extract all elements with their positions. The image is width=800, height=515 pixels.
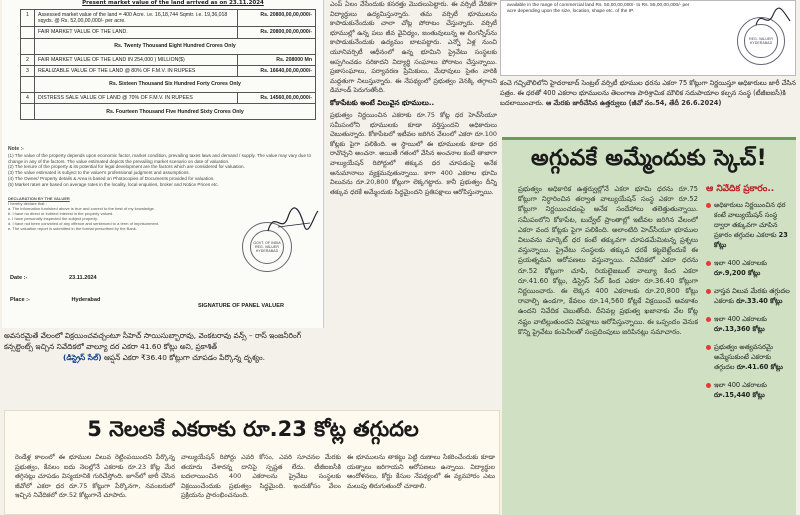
sketch-story-box — [502, 137, 796, 515]
row-description: DISTRESS SALE VALUE OF LAND @ 70% OF F.M.V. IN RUPEES — [35, 93, 238, 104]
row-number — [21, 104, 35, 120]
declaration-item: d. I have not been convicted of any offence and sentenced to a term of imprisonment. — [8, 221, 160, 226]
caption-highlight: (డిస్ట్రెస్‌ సేల్‌) — [63, 353, 102, 362]
point-value: రూ.33.40 కోట్లు — [736, 297, 783, 305]
order-caption — [500, 78, 796, 130]
story-paragraph: రెండేళ్ల కాలంలో ఈ భూముల విలువ రెట్టింపయిందని పేర్కొన్న ప్రభుత్వం, కేవలం ఐదు నెలల్లోనే ఎకరాకు రూ.23 కోట్ల మేర తగ్గినట్లు చూపడం విస్మయానికి గురిచేస్తోంది. జూన్‌లో జారీ చేసిన జీవోలో ఎకరా ధర రూ.75 కోట్లుగా పేర్కొనగా, నవంబరులో ఇచ్చిన నివేదికలో రూ.52 కోట్లుగానే చూపారు. — [15, 453, 175, 500]
official-signature — [753, 7, 793, 31]
note-item: (3) The value estimated is subject to the valuer's professional judgment and assumptions. — [8, 170, 190, 176]
row-number: 2 — [21, 54, 35, 65]
reduction-story-box — [4, 410, 500, 515]
valuation-document — [2, 0, 324, 328]
place-line — [10, 297, 100, 303]
article-paragraph: ప్రభుత్వం నిర్ణయించిన ఎకరాకు రూ.75 కోట్ల ధర హెచ్‌సీయూ సమీపంలోని భూములకు కూడా వర్తిస్తుందని అధికారులు చెబుతున్నారు. కోకాపేటలో ఇటీవల జరిగిన వేలంలో ఎకరా రూ.100 కోట్లకు పైగా పలికింది. ఆ స్థాయిలో ఈ భూములకు కూడా ధర రావొచ్చని అంచనా. అయితే గతంలో వేసిన అంచనాల కంటే తాజాగా వాల్యుయేషన్‌ రిపోర్టులో తక్కువ ధర చూపడంపై అనేక అనుమానాలు వ్యక్తమవుతున్నాయి. కాగా 400 ఎకరాల భూమి విలువను రూ.20,800 కోట్లుగా లెక్కగట్టారు. కానీ ప్రభుత్వం దీన్ని తక్కువ ధరకే అమ్మేందుకు సిద్ధమైందని ప్రతిపక్షాలు ఆరోపిస్తున్నాయి. — [330, 110, 497, 196]
amount-in-words: Rs. Sixteen Thousand Six Hundred Forty Crores Only — [35, 77, 316, 93]
valuation-row — [21, 77, 316, 93]
point-text: ఇలా 400 ఎకరాలకు — [714, 315, 767, 323]
point-value: రూ.9,200 కోట్లు — [714, 269, 761, 277]
row-value: Rs. 14560,00,00,000/- — [238, 93, 316, 104]
report-points-sidebar — [706, 184, 792, 515]
note-item: (5) Market rates are based on average rates in the locality, local enquiries, broker and Notice Prices etc. — [8, 181, 219, 187]
row-number — [21, 77, 35, 93]
declaration-item: c. I have personally inspected the subject property. — [8, 216, 98, 221]
article-paragraph: ఎంప్‌ ఏలం వేసేందుకు కసరత్తు మొదలుపెట్టారు. ఈ వర్సిటీ వేదికగా విద్యార్థులు ఉద్యమిస్తున్నారు. తమ వర్సిటీ భూములను కాపాడుకునేందుకు చాలా చోట్ల పోరాటం చేస్తున్నారు. వర్సిటీ భూముల్లో ఉన్న పలు జీవ వైవిధ్యం, జంతువులున్న ఆ లింగన్నీస్‌ను కాపాడుకునేందుకు ఉద్యమం బాటపట్టారు. ఎన్నో ఏళ్ల నుంచి యూనివర్సిటీ ఆధీనంలో ఉన్న భూమిని ప్రైవేటు సంస్థలకు అప్పగించడం సరికాదని విద్యార్థి సంఘాలు పోరాటం చేస్తున్నాయి. ప్రజాసంఘాలు, పర్యావరణ ప్రేమికులు, మేధావులు సైతం వారికి మద్దతుగా నిలుస్తున్నారు. ఈ నేపథ్యంలో ప్రభుత్వం వెనక్కి తగ్గాలని డిమాండ్‌ పెరుగుతోంది. — [330, 0, 497, 95]
sidebar-heading: ఆ నివేదిక ప్రకారం.. — [706, 184, 775, 194]
report-point — [706, 342, 792, 372]
point-value: 23 కోట్లు — [714, 231, 788, 249]
caption-line-3: ఆప్షన్‌ ఎకరా ₹36.40 కోట్లుగా చూపడం పేర్కొన్న దృశ్యం. — [103, 353, 265, 362]
story-column-1 — [15, 453, 175, 515]
row-description: FAIR MARKET VALUE OF THE LAND IN 254,000 ) MILLION($) — [35, 54, 238, 65]
seal-line: REG. VALUER — [255, 244, 279, 249]
signature-label: SIGNATURE OF PANEL VALUER — [198, 303, 284, 309]
report-point — [706, 200, 792, 250]
seal-line: HYDERABAD — [749, 40, 773, 45]
story-paragraph: ప్రభుత్వం అధికారిక ఉత్తర్వుల్లోనే ఎకరా భూమి ధరను రూ.75 కోట్లుగా నిర్ధారించిన తర్వాత వాల్యుయేషన్‌ సంస్థ ఎకరా రూ.52 కోట్లుగా నిర్ణయించడంపై అనేక సందేహాలు తలెత్తుతున్నాయి. సమీపంలోని కోకాపేట, బుద్వేల్‌ ప్రాంతాల్లో ఇటీవల జరిగిన వేలంలో ఎకరా వంద కోట్లకు పైగా పలికింది. అలాంటిది హెచ్‌సీయూ భూముల విలువను మార్కెట్‌ ధర కంటే తక్కువగా చూపడమేమిటన్న ప్రశ్నలు వస్తున్నాయి. ప్రైవేటు సంస్థలకు తక్కువ ధరకే కట్టబెట్టేందుకే ఈ ప్రయత్నమని ఆరోపణలు వస్తున్నాయి. నివేదికలో ఎకరా ధరను రూ.52 కోట్లుగా చూపి, రియలైజబుల్‌ వాల్యూ కింద ఎకరా రూ.41.60 కోట్లు, డిస్ట్రెస్‌ సేల్‌ కింద ఎకరా రూ.36.40 కోట్లుగా నిర్ణయించారు. ఈ లెక్కన 400 ఎకరాలకు రూ.20,800 కోట్లు రావాల్సి ఉండగా, కేవలం రూ.14,560 కోట్లకే విక్రయించే అవకాశం ఉందని నివేదిక చెబుతోంది. దీనివల్ల ప్రభుత్వ ఖజానాకు వేల కోట్ల నష్టం వాటిల్లుతుందని విపక్షాలు ఆరోపిస్తున్నాయి. ఈ ఒప్పందం వెనుక కొన్ని ప్రైవేటు కంపెనీలతో సంప్రదింపులు జరిపినట్లు సమాచారం. — [518, 185, 698, 336]
place-label: Place :- — [10, 297, 30, 303]
row-description: Assessed market value of the land = 400 Acre. i.e. 16,18,744 Sqmtr. i.e. 19,36,018 sqyds. @ Rs. 52,00,00,000/- per acre. — [35, 10, 238, 27]
declaration-item: b. I have no direct or indirect interest in the property valued. — [8, 211, 114, 216]
place-value: Hyderabad — [71, 297, 101, 303]
middle-article-column — [330, 0, 497, 360]
valuation-header: Present market value of the land arrived as on 23.11.2024 — [82, 0, 264, 6]
point-text: ఇలా 400 ఎకరాలకు — [714, 259, 767, 267]
point-value: రూ.15,440 కోట్లు — [714, 391, 765, 399]
valuation-row — [21, 10, 316, 27]
declaration-title: DECLARATION BY THE VALUER — [8, 196, 70, 201]
valuation-row — [21, 93, 316, 104]
point-text: ప్రభుత్వం అత్యవసరమై అమ్మేసుకుంటే ఎకరాకు తగ్గుదల — [714, 343, 773, 371]
document-caption — [4, 330, 324, 370]
point-value: రూ.41.60 కోట్లు — [736, 363, 783, 371]
point-value: రూ.13,360 కోట్లు — [714, 325, 765, 333]
note-label: Note :- — [8, 146, 24, 152]
story-column-3 — [347, 453, 495, 515]
report-point — [706, 314, 792, 334]
story-paragraph: ఈ భూములను తాకట్టు పెట్టి రుణాలు సేకరించేందుకు కూడా యత్నాలు జరిగాయని ఆరోపణలు ఉన్నాయి. విద్యార్థుల ఆందోళనలు, కోర్టు కేసుల నేపథ్యంలో ఈ వ్యవహారం ఎటు మలుపు తిరుగుతుందో చూడాలి. — [347, 453, 495, 490]
seal-line: HYDERABAD — [255, 249, 279, 254]
article-subheading: కోకాపేటకు అంటే విలువైన భూములు.. — [330, 98, 435, 107]
order-caption-text: కంచె గచ్చిబౌలిలోని హైదరాబాద్‌ సెంట్రల్‌ వర్సిటీ భూముల ధరను ఎకరా 75 కోట్లుగా నిర్ణయిస్తూ అధికారులు జారీ చేసిన పత్రం. ఈ ధరతో 400 ఎకరాల భూములను తెలంగాణ పారిశ్రామిక మౌలిక సదుపాయాల కల్పన సంస్థ (టీజీఐఐసీ)కి బదలాయించారు. — [500, 79, 796, 107]
declaration-item: a. The information furnished above is true and correct to the best of my knowledge. — [8, 206, 155, 211]
note-item: (2) The tenure of the property & its potential for legal development are the factors which are considered for valuation. — [8, 164, 245, 170]
valuation-row — [21, 27, 316, 38]
valuation-row — [21, 54, 316, 65]
row-number: 4 — [21, 93, 35, 104]
order-snippet: available in the range of commercial land Rs. 50,00,00,000/- to Rs. 55,00,00,000/- per acre depending upon the size, location, shape etc. of the IP. — [507, 3, 690, 14]
declaration-item: e. The valuation report is submitted in the format prescribed by the Bank. — [8, 226, 137, 231]
point-text: ఇలా 400 ఎకరాలకు — [714, 381, 767, 389]
caption-line-2: వాల్యూ దర ఎకరా 41.60 కోట్లు అని, ప్రకాశిత్‌ — [86, 342, 218, 351]
valuation-notes — [8, 146, 318, 188]
points-list — [706, 200, 792, 400]
declaration-list — [8, 201, 228, 231]
amount-in-words: Rs. Fourteen Thousand Five Hundred Sixty Crores Only — [35, 104, 316, 120]
date-label: Date :- — [10, 275, 28, 281]
row-number — [21, 38, 35, 54]
valuation-row — [21, 38, 316, 54]
report-point — [706, 258, 792, 278]
valuer-signature — [264, 205, 320, 239]
row-number: 1 — [21, 10, 35, 27]
row-description: REALIZABLE VALUE OF THE LAND @ 80% OF F.M.V. IN RUPEES — [35, 65, 238, 76]
notes-list — [8, 153, 318, 188]
valuation-row — [21, 65, 316, 76]
seal-line: GOVT. OF INDIA — [253, 240, 281, 245]
valuation-table — [20, 9, 316, 120]
report-point — [706, 380, 792, 400]
row-description: FAIR MARKET VALUE OF THE LAND. — [35, 27, 238, 38]
sketch-story-body — [518, 184, 698, 515]
amount-in-words: Rs. Twenty Thousand Eight Hundred Crores Only — [35, 38, 316, 54]
row-value: Rs. 20800,00,00,000/- — [238, 27, 316, 38]
row-value: Rs. 16640,00,00,000/- — [238, 65, 316, 76]
order-document-image — [500, 0, 796, 76]
row-number: 3 — [21, 65, 35, 76]
point-text: అధికారులు నిర్ణయించిన ధర కంటే వాల్యుయేషన్‌ సంస్థ ద్వారా తక్కువగా చూపిన ప్రకారం తగ్గుదల ఎకరాకు — [714, 201, 786, 239]
gazette-reference: ఆ మేరకు జారీచేసిన ఉత్తర్వులు (జీవో నం.54, తేదీ 26.6.2024) — [546, 99, 722, 107]
row-value: Rs. 20800,00,00,000/- — [238, 10, 316, 27]
valuation-row — [21, 104, 316, 120]
note-item: (4) The Owner/ Property details & Area is based on Photocopies of Documents provided for valuation. — [8, 175, 215, 181]
seal-line: REG. VALUER — [749, 36, 773, 41]
story-paragraph: వాల్యుయేషన్‌ రిపోర్టు ఎవరి కోసం, ఎవరి సూచనల మేరకు తయారు చేశారన్న దానిపై స్పష్టత లేదు. టీజీఐఐసీకి బదలాయించిన 400 ఎకరాలను ప్రైవేటు సంస్థలకు విక్రయించేందుకు ప్రభుత్వం సిద్ధమైంది. ఇందుకోసం వేలం ప్రక్రియను ప్రారంభించనుంది. — [181, 453, 341, 500]
date-value: 23.11.2024 — [68, 275, 97, 281]
date-line — [10, 275, 97, 281]
story-column-2 — [181, 453, 341, 515]
reduction-story-title: 5 నెలలకే ఎకరాకు రూ.23 కోట్ల తగ్గుదల — [87, 417, 419, 441]
row-number — [21, 27, 35, 38]
caption-line-1: అవసరమైతే వేలంలో విక్రయించవచ్చంటూ సీహెచ్‌ సాయిసుబ్బారావు, వెంకటరావు వన్స్‌ – రాస్‌ ఇంజనీరింగ్‌ కన్సల్టెంట్స్‌ ఇచ్చిన నివేదికలో — [4, 331, 302, 351]
report-point — [706, 286, 792, 306]
sketch-story-title: అగ్గువకే అమ్మేందుకు స్కెచ్‌! — [531, 146, 767, 171]
row-value: Rs. 208000 Mn — [238, 54, 316, 65]
valuer-declaration — [8, 196, 228, 231]
note-item: (1) The value of the property depends upon economic factor, market condition, prevailing taxes laws and demand / supply. The value may vary due to change in any of the factors. The value estimated depicts the prevailing market scenario on date of valuation. — [8, 152, 312, 164]
point-text: వాస్తవ విలువ మేరకు తగ్గుదల ఎకరాకు — [714, 287, 790, 305]
declaration-item: I hereby declare that : — [8, 201, 47, 206]
